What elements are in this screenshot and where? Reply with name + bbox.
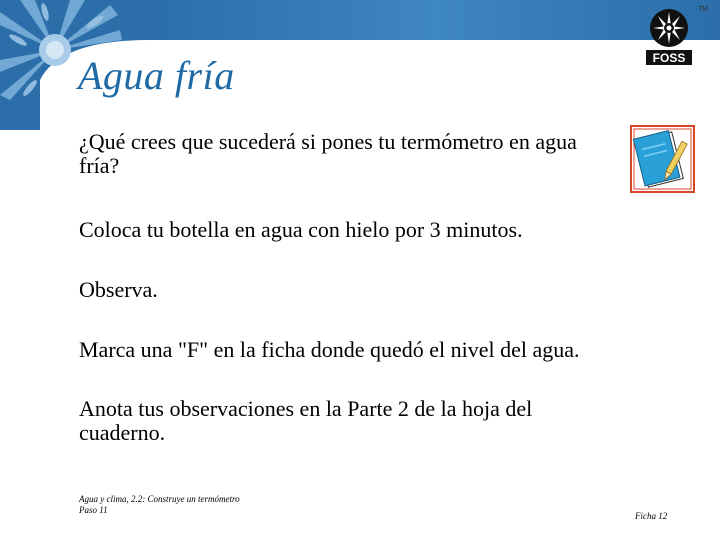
paragraph-mark: Marca una "F" en la ficha donde quedó el nivel del agua. [79,337,580,362]
notebook-pencil-icon [630,125,695,193]
footer-source-line2: Paso 11 [79,505,108,515]
trademark: TM [698,6,709,13]
paragraph-question: ¿Qué crees que sucederá si pones tu termómetro en agua fría? [79,129,577,178]
footer-slide-label: Ficha 12 [635,511,668,521]
page-title: Agua fría [78,53,235,98]
foss-logo [643,6,695,68]
paragraph-record: Anota tus observaciones en la Parte 2 de la hoja del cuaderno. [79,396,533,445]
logo-text: FOSS [652,51,686,65]
footer-source-line1: Agua y clima, 2.2: Construye un termómetro [79,494,240,504]
paragraph-instruction-ice: Coloca tu botella en agua con hielo por 3 minutos. [79,217,523,242]
paragraph-observe: Observa. [79,277,158,302]
footer-source [79,494,240,516]
